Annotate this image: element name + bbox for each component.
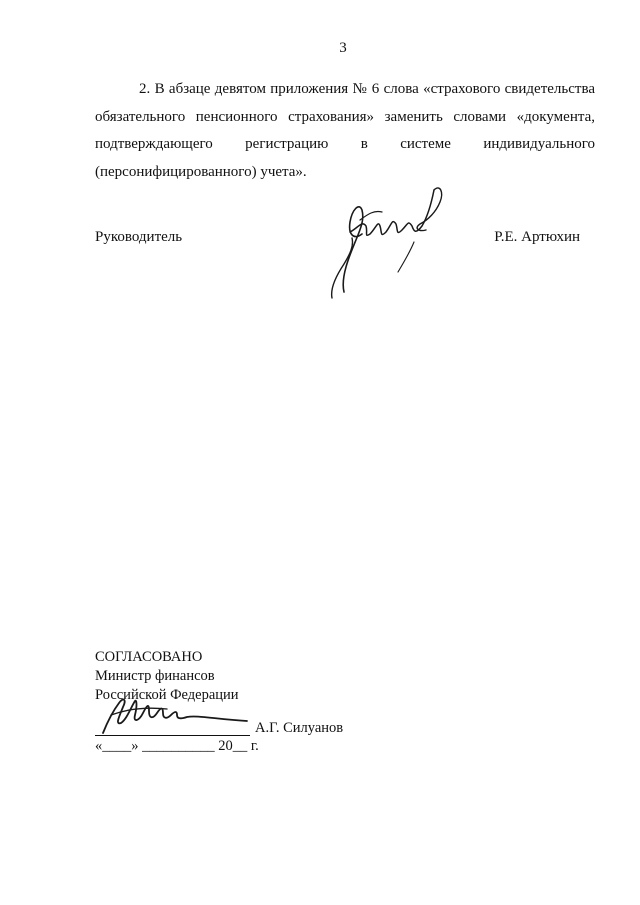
amendment-paragraph: 2. В абзаце девятом приложения № 6 слова «страхового свидетельства обязательного пенсионного страхования» заменить словами «документа, подтверждающего регистрацию в системе индивидуального (персонифицированного) учета». [95, 81, 595, 180]
signer-name: Р.Е. Артюхин [494, 229, 580, 245]
approver-position-line2: Российской Федерации [95, 687, 239, 703]
head-handwritten-signature [322, 180, 447, 302]
approver-name: А.Г. Силуанов [255, 720, 344, 736]
approval-heading: СОГЛАСОВАНО [95, 649, 203, 665]
approval-date-line: «____» __________ 20__ г. [95, 738, 259, 754]
approver-position-line1: Министр финансов [95, 668, 215, 684]
page-number: 3 [339, 40, 347, 56]
minister-handwritten-signature [97, 693, 252, 738]
signer-role: Руководитель [95, 229, 183, 245]
